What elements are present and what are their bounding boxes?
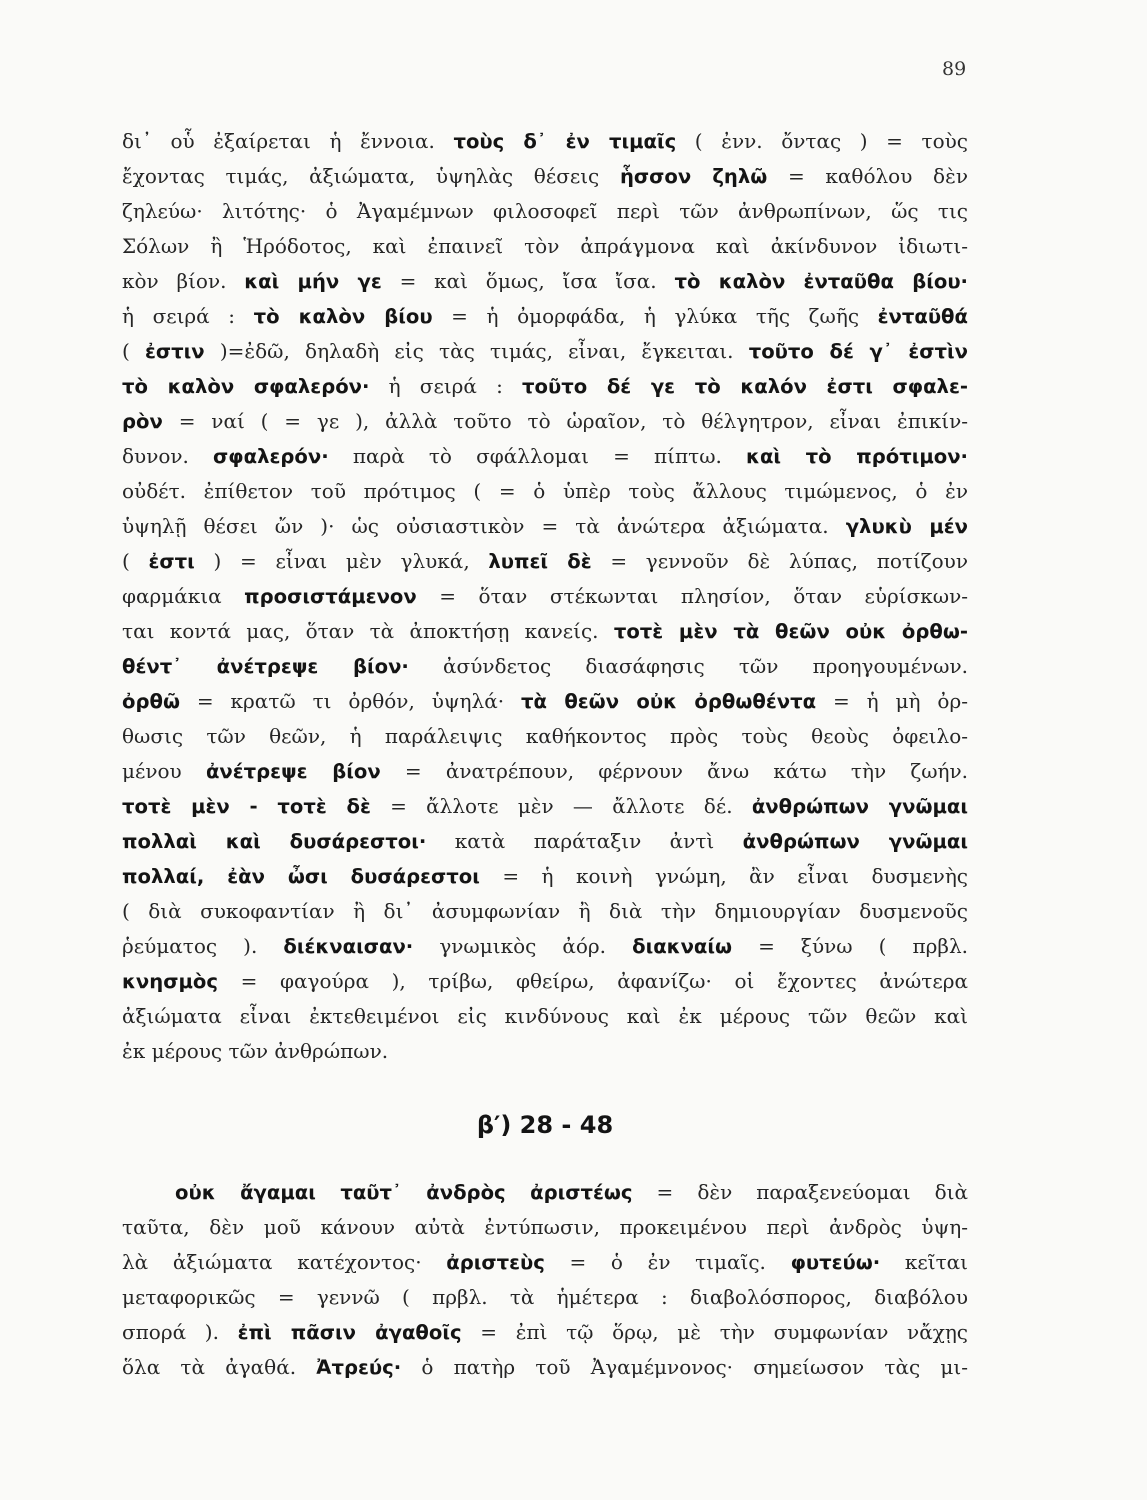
- gloss-text: = ξύνω ( πρβλ.: [732, 934, 968, 958]
- gloss-text: = δὲν παραξενεύομαι διὰ: [632, 1180, 968, 1204]
- gloss-text: δι᾽ οὗ ἐξαίρεται ἡ ἔννοια.: [122, 129, 454, 153]
- text-line: [122, 194, 968, 229]
- bold-term: τὰ θεῶν οὐκ ὀρθωθέντα: [520, 690, 817, 713]
- text-line: [122, 684, 968, 719]
- gloss-text: ὅλα τὰ ἀγαθά.: [122, 1355, 317, 1379]
- gloss-text: = κρατῶ τι ὀρθόν, ὑψηλά·: [179, 689, 521, 713]
- bold-term: ρὸν: [122, 410, 163, 433]
- text-line: [122, 1280, 968, 1315]
- bold-term: τὸ καλὸν βίου: [253, 305, 433, 328]
- text-line: [122, 159, 968, 194]
- gloss-text: ἀξιώματα εἶναι ἐκτεθειμένοι εἰς κινδύνους καὶ ἐκ μέρους τῶν θεῶν καὶ: [122, 1004, 968, 1028]
- bold-term: ἐνταῦθά: [877, 305, 968, 328]
- gloss-text: = ἄλλοτε μὲν — ἄλλοτε δέ.: [370, 794, 752, 818]
- gloss-text: ἔχοντας τιμάς, ἀξιώματα, ὑψηλὰς θέσεις: [122, 164, 620, 188]
- gloss-text: οὐδέτ. ἐπίθετον τοῦ πρότιμος ( = ὁ ὑπὲρ τοὺς ἄλλους τιμώμενος, ὁ ἐν: [122, 479, 968, 503]
- text-line: [122, 894, 968, 929]
- text-line: [122, 1245, 968, 1280]
- gloss-text: κατὰ παράταξιν ἀντὶ: [426, 829, 743, 853]
- bold-term: τὸ καλὸν ἐνταῦθα βίου·: [674, 270, 968, 293]
- text-line: [122, 229, 968, 264]
- bold-term: λυπεῖ δὲ: [488, 550, 592, 573]
- gloss-text: = ἡ ὀμορφάδα, ἡ γλύκα τῆς ζωῆς: [432, 304, 878, 328]
- gloss-text: = ἀνατρέπουν, φέρνουν ἄνω κάτω τὴν ζωήν.: [380, 759, 968, 783]
- commentary-paragraph: [122, 124, 968, 1069]
- gloss-text: μένου: [122, 759, 206, 783]
- gloss-text: ἡ σειρά :: [122, 304, 254, 328]
- bold-term: θέντ᾽ ἀνέτρεψε βίον·: [122, 655, 409, 678]
- text-line: [122, 929, 968, 964]
- text-line: [122, 789, 968, 824]
- bold-term: ἀνέτρεψε βίον: [205, 760, 381, 783]
- bold-term: καὶ μήν γε: [244, 270, 382, 293]
- bold-term: κνησμὸς: [122, 970, 218, 993]
- bold-term: οὐκ ἄγαμαι ταῦτ᾽ ἀνδρὸς ἀριστέως: [175, 1181, 633, 1204]
- text-line: [122, 299, 968, 334]
- bold-term: Ἀτρεύς·: [316, 1356, 402, 1379]
- gloss-text: = ἡ κοινὴ γνώμη, ἂν εἶναι δυσμενὴς: [479, 864, 968, 888]
- gloss-text: λὰ ἀξιώματα κατέχοντος·: [122, 1250, 447, 1274]
- gloss-text: ται κοντά μας, ὅταν τὰ ἀποκτήσῃ κανείς.: [122, 619, 614, 643]
- gloss-text: ταῦτα, δὲν μοῦ κάνουν αὐτὰ ἐντύπωσιν, προκειμένου περὶ ἀνδρὸς ὑψη-: [122, 1215, 968, 1239]
- commentary-paragraph: [122, 1175, 968, 1385]
- gloss-text: δυνον.: [122, 444, 214, 468]
- text-line: [122, 614, 968, 649]
- gloss-text: θωσις τῶν θεῶν, ἡ παράλειψις καθήκοντος πρὸς τοὺς θεοὺς ὀφειλο-: [122, 724, 968, 748]
- gloss-text: )=ἐδῶ, δηλαδὴ εἰς τὰς τιμάς, εἶναι, ἔγκειται.: [204, 339, 749, 363]
- gloss-text: κεῖται: [880, 1250, 968, 1274]
- gloss-text: σπορά ).: [122, 1320, 238, 1344]
- bold-term: ἀριστεὺς: [446, 1251, 545, 1274]
- gloss-text: ( διὰ συκοφαντίαν ἢ δι᾽ ἀσυμφωνίαν ἢ διὰ τὴν δημιουργίαν δυσμενοῦς: [122, 899, 968, 923]
- bold-term: ἐστιν: [145, 340, 205, 363]
- text-line: [122, 754, 968, 789]
- text-line: [122, 404, 968, 439]
- section-heading: β′) 28 - 48: [476, 1111, 614, 1139]
- gloss-text: γνωμικὸς ἀόρ.: [413, 934, 633, 958]
- gloss-text: ἀσύνδετος διασάφησις τῶν προηγουμένων.: [408, 654, 968, 678]
- gloss-text: ὁ πατὴρ τοῦ Ἀγαμέμνονος· σημείωσον τὰς μι-: [401, 1355, 969, 1379]
- text-line: [122, 474, 968, 509]
- page-number: 89: [942, 58, 967, 80]
- bold-term: τοῦτο δέ γε τὸ καλόν ἐστι σφαλε-: [522, 375, 968, 398]
- text-line: [122, 264, 968, 299]
- bold-term: γλυκὺ μέν: [845, 515, 968, 538]
- gloss-text: Σόλων ἢ Ἡρόδοτος, καὶ ἐπαινεῖ τὸν ἀπράγμονα καὶ ἀκίνδυνον ἰδιωτι-: [122, 234, 968, 258]
- text-line: [122, 824, 968, 859]
- gloss-text: ) = εἶναι μὲν γλυκά,: [194, 549, 489, 573]
- text-line: [122, 999, 968, 1034]
- bold-term: σφαλερόν·: [213, 445, 329, 468]
- bold-term: ἐστι: [148, 550, 195, 573]
- gloss-text: παρὰ τὸ σφάλλομαι = πίπτω.: [328, 444, 747, 468]
- gloss-text: (: [122, 339, 145, 363]
- text-line: [122, 439, 968, 474]
- gloss-text: ζηλεύω· λιτότης· ὁ Ἀγαμέμνων φιλοσοφεῖ περὶ τῶν ἀνθρωπίνων, ὥς τις: [122, 199, 968, 223]
- gloss-text: = φαγούρα ), τρίβω, φθείρω, ἀφανίζω· οἱ ἔχοντες ἀνώτερα: [217, 969, 968, 993]
- gloss-text: κὸν βίον.: [122, 269, 245, 293]
- gloss-text: ὑψηλῇ θέσει ὤν )· ὡς οὐσιαστικὸν = τὰ ἀνώτερα ἀξιώματα.: [122, 514, 846, 538]
- text-line: [122, 124, 968, 159]
- gloss-text: μεταφορικῶς = γεννῶ ( πρβλ. τὰ ἡμέτερα : διαβολόσπορος, διαβόλου: [122, 1285, 968, 1309]
- gloss-text: ἡ σειρά :: [369, 374, 523, 398]
- bold-term: διακναίω: [632, 935, 733, 958]
- bold-term: ἐπὶ πᾶσιν ἀγαθοῖς: [237, 1321, 462, 1344]
- text-line: [122, 964, 968, 999]
- text-line: [122, 369, 968, 404]
- bold-term: ἧσσον ζηλῶ: [619, 165, 768, 188]
- gloss-text: = γεννοῦν δὲ λύπας, ποτίζουν: [591, 549, 968, 573]
- bold-term: προσιστάμενον: [244, 585, 417, 608]
- bold-term: τὸ καλὸν σφαλερόν·: [122, 375, 370, 398]
- bold-term: τοῦτο δέ γ᾽ ἐστὶν: [748, 340, 968, 363]
- gloss-text: ( ἐνν. ὄντας ) = τοὺς: [676, 129, 968, 153]
- text-line: [122, 509, 968, 544]
- text-line: [122, 1210, 968, 1245]
- bold-term: ἀνθρώπων γνῶμαι: [742, 830, 968, 853]
- bold-term: ὀρθῶ: [122, 690, 180, 713]
- text-line: [122, 1175, 968, 1210]
- bold-term: καὶ τὸ πρότιμον·: [746, 445, 968, 468]
- text-line: [122, 1315, 968, 1350]
- gloss-text: ῥεύματος ).: [122, 934, 284, 958]
- gloss-text: = καὶ ὅμως, ἴσα ἴσα.: [381, 269, 675, 293]
- gloss-text: = ἡ μὴ ὀρ-: [816, 689, 968, 713]
- bold-term: πολλαὶ καὶ δυσάρεστοι·: [122, 830, 427, 853]
- text-line: [122, 334, 968, 369]
- bold-term: φυτεύω·: [790, 1251, 881, 1274]
- text-line: [122, 649, 968, 684]
- bold-term: τοὺς δ᾽ ἐν τιμαῖς: [453, 130, 677, 153]
- gloss-text: = ἐπὶ τῷ ὅρῳ, μὲ τὴν συμφωνίαν νἄχῃς: [461, 1320, 968, 1344]
- text-line: [122, 719, 968, 754]
- text-line: [122, 544, 968, 579]
- gloss-text: = ὁ ἐν τιμαῖς.: [544, 1250, 791, 1274]
- gloss-text: ἐκ μέρους τῶν ἀνθρώπων.: [122, 1039, 389, 1063]
- text-line: [122, 859, 968, 894]
- bold-term: τοτὲ μὲν - τοτὲ δὲ: [122, 795, 371, 818]
- bold-term: πολλαί, ἐὰν ὦσι δυσάρεστοι: [122, 865, 480, 888]
- gloss-text: (: [122, 549, 149, 573]
- bold-term: τοτὲ μὲν τὰ θεῶν οὐκ ὀρθω-: [613, 620, 968, 643]
- text-line: [122, 1350, 968, 1385]
- text-line: [122, 1034, 968, 1069]
- text-line: [122, 579, 968, 614]
- gloss-text: = ὅταν στέκωνται πλησίον, ὅταν εὑρίσκων-: [416, 584, 969, 608]
- bold-term: διέκναισαν·: [283, 935, 414, 958]
- bold-term: ἀνθρώπων γνῶμαι: [751, 795, 968, 818]
- gloss-text: φαρμάκια: [122, 584, 245, 608]
- gloss-text: = ναί ( = γε ), ἀλλὰ τοῦτο τὸ ὡραῖον, τὸ θέλγητρον, εἶναι ἐπικίν-: [162, 409, 968, 433]
- gloss-text: = καθόλου δὲν: [767, 164, 968, 188]
